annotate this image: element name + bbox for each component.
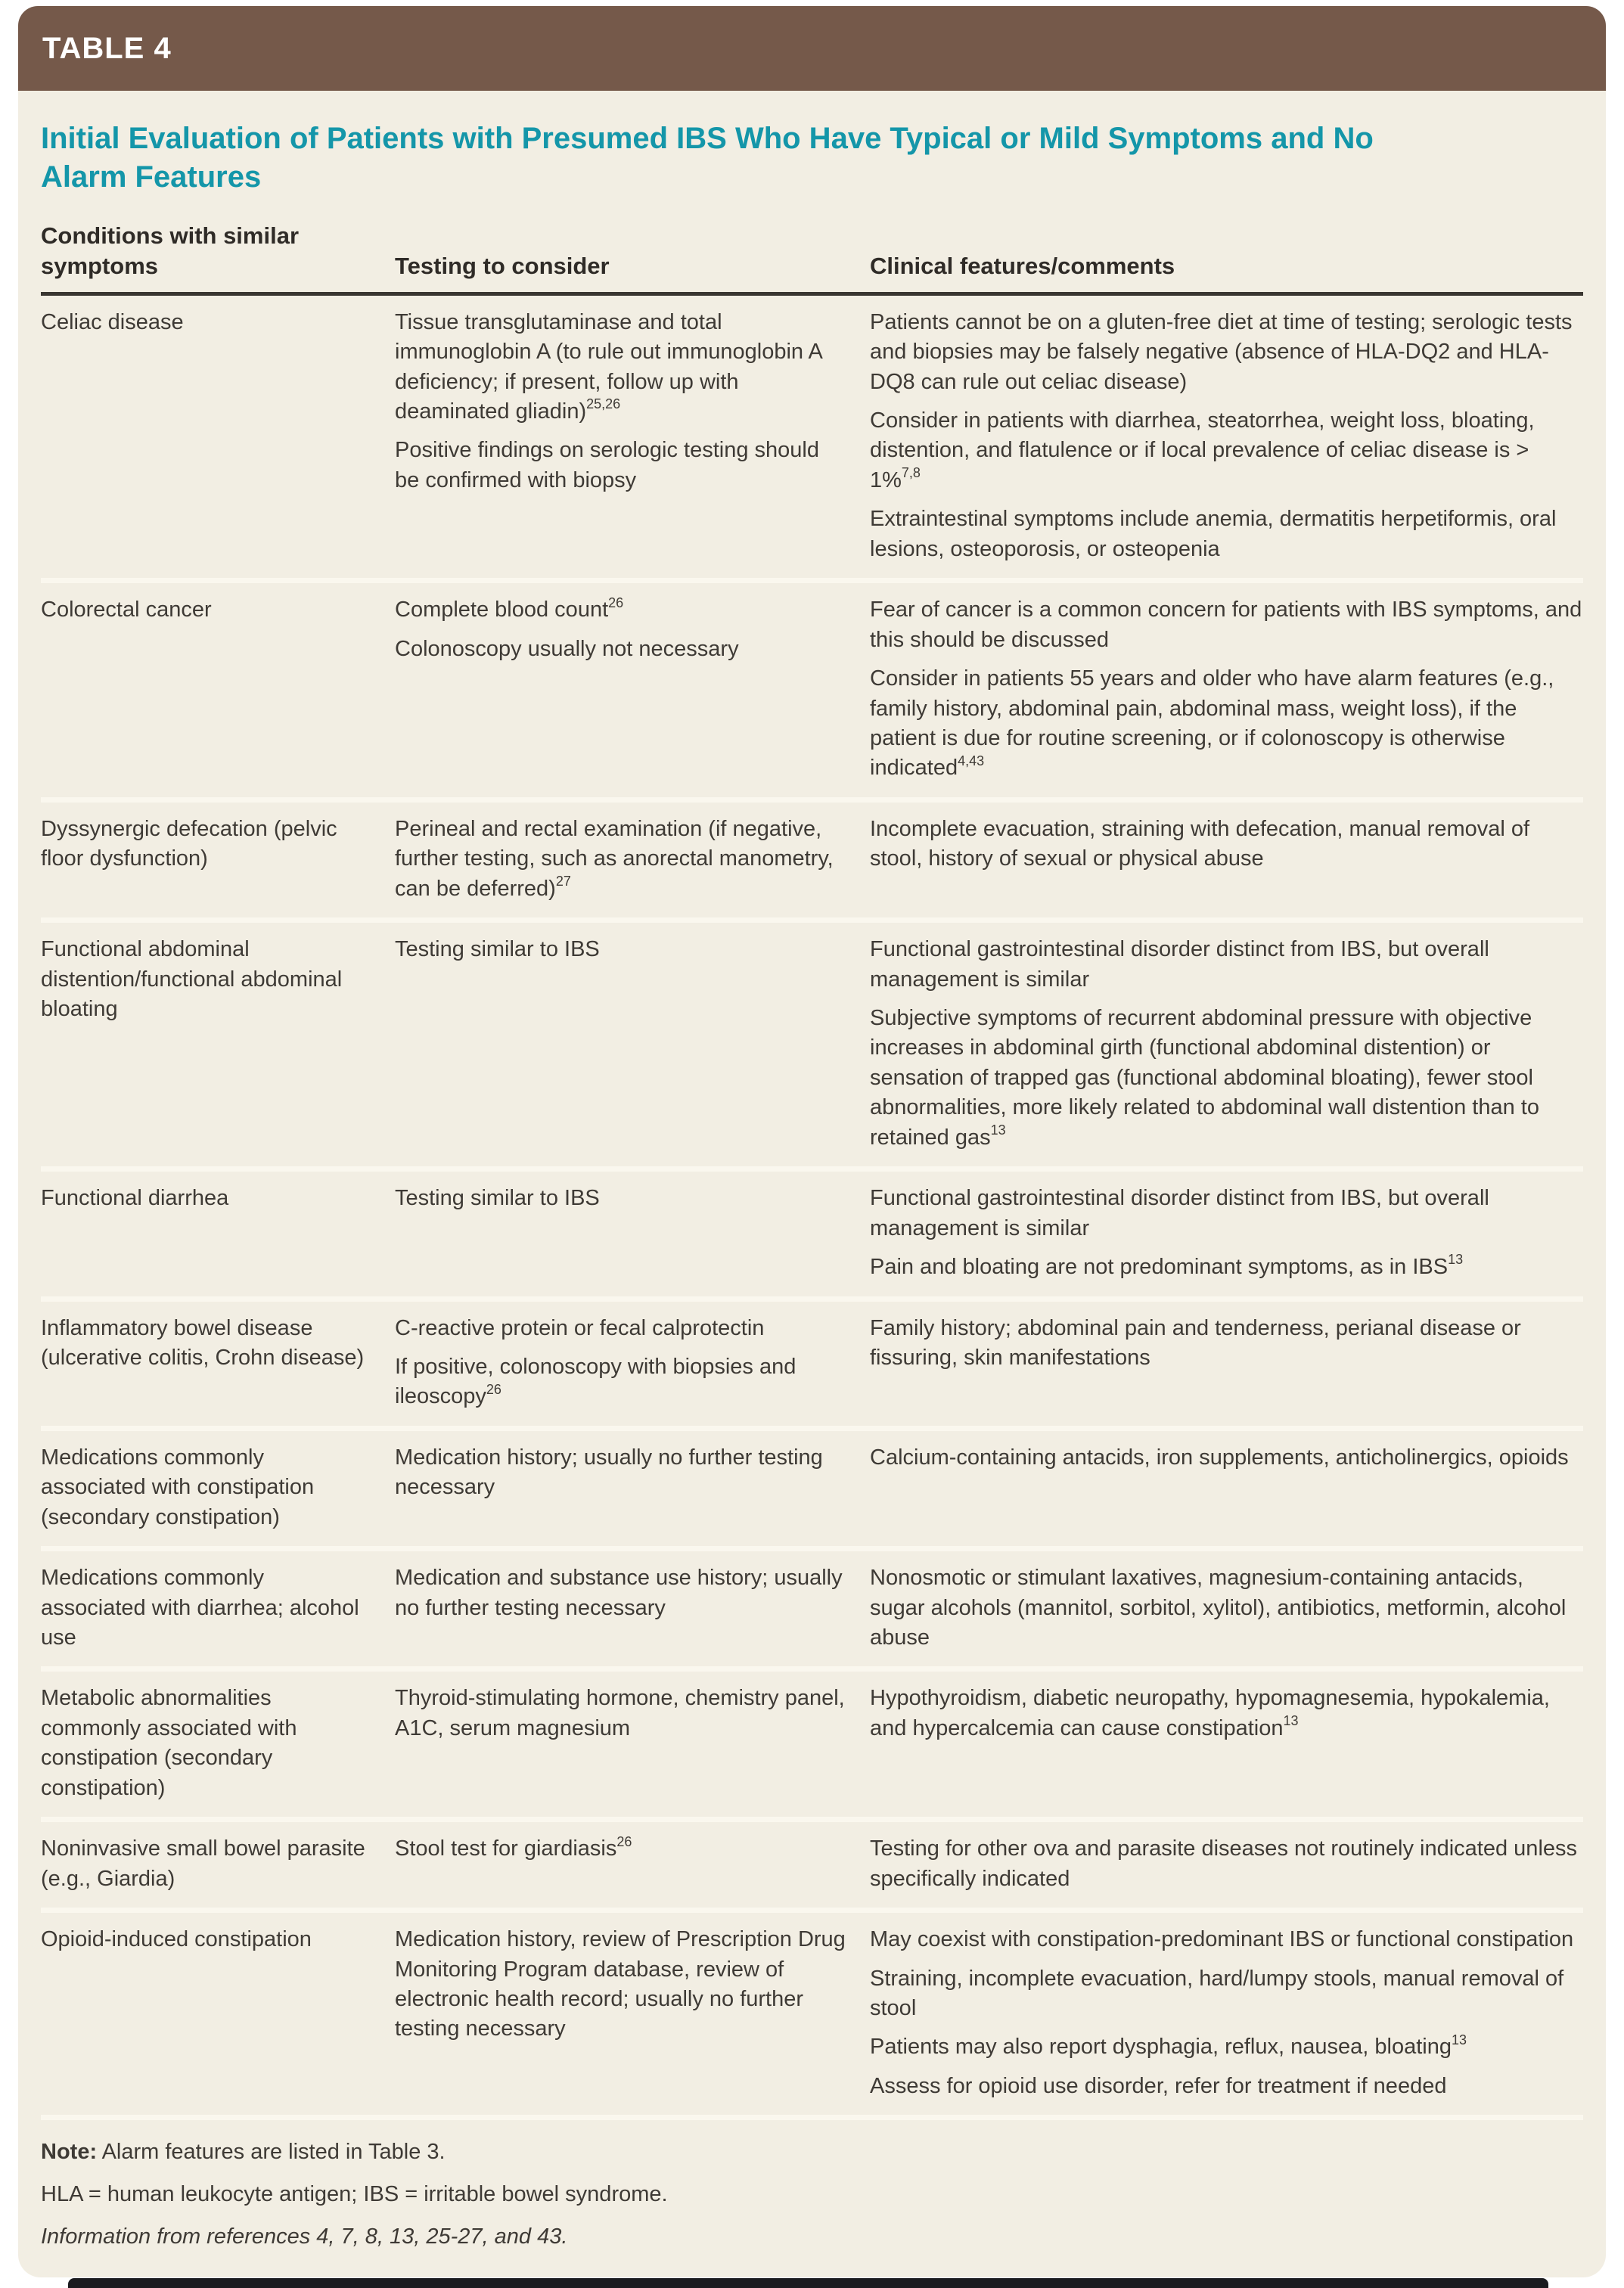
cell-paragraph: Tissue transglutaminase and total immunoglobin A (to rule out immunoglobin A deficiency; if present, follow up with deaminated gliadin)$^{25,26}$ — [395, 309, 822, 424]
table-row — [41, 917, 1583, 1166]
table-row — [41, 578, 1583, 797]
cell-paragraph: Patients cannot be on a gluten-free diet at time of testing; serologic tests and biopsies may be falsely negative (absence of HLA-DQ2 and HLA-DQ8 can rule out celiac disease) — [870, 309, 1573, 394]
table-card — [18, 6, 1606, 2277]
cell-testing — [395, 1563, 849, 1653]
cell-clinical — [870, 1314, 1583, 1412]
table-number: TABLE 4 — [42, 31, 172, 65]
footnote-note — [41, 2138, 1583, 2167]
cell-condition — [41, 1834, 374, 1894]
cell-clinical — [870, 1443, 1583, 1532]
cell-paragraph: Functional abdominal distention/functional abdominal bloating — [41, 937, 343, 1022]
cell-paragraph: Subjective symptoms of recurrent abdominal pressure with objective increases in abdominal girth (functional abdominal distention) or sensation of trapped gas (functional abdominal bloating), fewer stool abnormalities, more likely related to abdominal wall distention than to retained gas$^{13}$ — [870, 1006, 1539, 1150]
cell-condition — [41, 1314, 374, 1412]
cell-testing — [395, 815, 849, 904]
cell-paragraph: Extraintestinal symptoms include anemia, dermatitis herpetiformis, oral lesions, osteoporosis, or osteopenia — [870, 507, 1557, 561]
reference-superscript: 7,8 — [901, 465, 921, 481]
reference-superscript: 4,43 — [958, 753, 985, 768]
cell-condition — [41, 595, 374, 784]
reference-superscript: 26 — [608, 595, 624, 610]
cell-paragraph: Calcium-containing antacids, iron supplements, anticholinergics, opioids — [870, 1445, 1569, 1470]
cell-paragraph: Complete blood count$^{26}$ — [395, 595, 624, 622]
cell-paragraph: Medication history, review of Prescription Drug Monitoring Program database, review of electronic health record; usually no further testing necessary — [395, 1927, 846, 2041]
cell-paragraph: Functional diarrhea — [41, 1186, 229, 1211]
table-row — [41, 1296, 1583, 1426]
next-section-top-bar — [68, 2278, 1548, 2288]
cell-paragraph: Pain and bloating are not predominant symptoms, as in IBS$^{13}$ — [870, 1252, 1464, 1280]
reference-superscript: 25,26 — [586, 396, 621, 412]
cell-paragraph: If positive, colonoscopy with biopsies and ileoscopy$^{26}$ — [395, 1354, 796, 1409]
reference-superscript: 26 — [616, 1833, 632, 1849]
cell-paragraph: Hypothyroidism, diabetic neuropathy, hypomagnesemia, hypokalemia, and hypercalcemia can cause constipation$^{13}$ — [870, 1686, 1550, 1740]
cell-clinical — [870, 815, 1583, 904]
cell-testing — [395, 1314, 849, 1412]
cell-condition — [41, 1563, 374, 1653]
cell-paragraph: Medication history; usually no further testing necessary — [395, 1445, 823, 1500]
reference-superscript: 26 — [486, 1381, 501, 1397]
cell-paragraph: Stool test for giardiasis$^{26}$ — [395, 1833, 632, 1861]
cell-clinical — [870, 1563, 1583, 1653]
column-header-testing: Testing to consider — [395, 253, 610, 280]
cell-paragraph: Testing similar to IBS — [395, 937, 600, 962]
cell-paragraph: Medications commonly associated with diarrhea; alcohol use — [41, 1566, 359, 1650]
cell-paragraph: Nonosmotic or stimulant laxatives, magnesium-containing antacids, sugar alcohols (mannitol, sorbitol, xylitol), antibiotics, metformin, alcohol abuse — [870, 1566, 1567, 1650]
reference-superscript: 27 — [555, 874, 571, 889]
cell-paragraph: Opioid-induced constipation — [41, 1927, 312, 1952]
cell-testing — [395, 1684, 849, 1803]
cell-paragraph: Colonoscopy usually not necessary — [395, 636, 739, 661]
footnote-source: Information from references 4, 7, 8, 13, 25-27, and 43. — [41, 2224, 568, 2249]
cell-clinical — [870, 1684, 1583, 1803]
column-header-clinical: Clinical features/comments — [870, 253, 1175, 280]
table-row — [41, 1908, 1583, 2115]
cell-paragraph: Fear of cancer is a common concern for patients with IBS symptoms, and this should be discussed — [870, 598, 1582, 652]
table-row — [41, 1817, 1583, 1908]
table-title: Initial Evaluation of Patients with Presumed IBS Who Have Typical or Mild Symptoms and No Alarm Features — [41, 122, 1374, 194]
cell-clinical — [870, 1834, 1583, 1894]
table-row — [41, 1666, 1583, 1817]
cell-paragraph: Medications commonly associated with constipation (secondary constipation) — [41, 1445, 315, 1529]
cell-paragraph: C-reactive protein or fecal calprotectin — [395, 1315, 765, 1340]
cell-condition — [41, 1925, 374, 2101]
cell-condition — [41, 308, 374, 565]
cell-paragraph: Assess for opioid use disorder, refer for treatment if needed — [870, 2073, 1447, 2098]
note-label: Note: — [41, 2140, 98, 2165]
reference-superscript: 13 — [990, 1122, 1006, 1138]
cell-condition — [41, 935, 374, 1153]
footnotes — [41, 2115, 1583, 2251]
cell-paragraph: Functional gastrointestinal disorder distinct from IBS, but overall management is similar — [870, 937, 1489, 992]
cell-paragraph: Family history; abdominal pain and tenderness, perianal disease or fissuring, skin manifestations — [870, 1315, 1521, 1370]
cell-paragraph: Celiac disease — [41, 309, 184, 334]
cell-paragraph: Consider in patients 55 years and older who have alarm features (e.g., family history, abdominal pain, abdominal mass, weight loss), if the patient is due for routine screening, or if colonoscopy is otherwise indicated$^{4,43}$ — [870, 666, 1554, 781]
cell-paragraph: Testing for other ova and parasite diseases not routinely indicated unless specifically indicated — [870, 1836, 1578, 1891]
cell-paragraph: Thyroid-stimulating hormone, chemistry panel, A1C, serum magnesium — [395, 1686, 845, 1740]
footnote-abbreviations: HLA = human leukocyte antigen; IBS = irritable bowel syndrome. — [41, 2181, 668, 2206]
cell-paragraph: Perineal and rectal examination (if negative, further testing, such as anorectal manometry, can be deferred)$^{27}$ — [395, 816, 834, 901]
table-rows — [41, 296, 1583, 2116]
cell-clinical — [870, 1184, 1583, 1282]
cell-paragraph: Incomplete evacuation, straining with defecation, manual removal of stool, history of sexual or physical abuse — [870, 816, 1530, 871]
cell-paragraph: Patients may also report dysphagia, reflux, nausea, bloating$^{13}$ — [870, 2032, 1467, 2060]
cell-condition — [41, 815, 374, 904]
reference-superscript: 13 — [1448, 1252, 1464, 1268]
cell-paragraph: Straining, incomplete evacuation, hard/lumpy stools, manual removal of stool — [870, 1966, 1564, 2020]
cell-testing — [395, 935, 849, 1153]
cell-testing — [395, 308, 849, 565]
cell-paragraph: Medication and substance use history; usually no further testing necessary — [395, 1566, 843, 1620]
cell-testing — [395, 1834, 849, 1894]
table-body — [18, 91, 1606, 2277]
cell-paragraph: Consider in patients with diarrhea, steatorrhea, weight loss, bloating, distention, and flatulence or if local prevalence of celiac disease is > 1%$^{7,8}$ — [870, 408, 1535, 492]
cell-condition — [41, 1443, 374, 1532]
cell-clinical — [870, 595, 1583, 784]
column-headers — [41, 201, 1583, 295]
cell-testing — [395, 1443, 849, 1532]
cell-paragraph: Colorectal cancer — [41, 598, 212, 622]
cell-condition — [41, 1684, 374, 1803]
cell-paragraph: Dyssynergic defecation (pelvic floor dysfunction) — [41, 816, 337, 871]
table-row — [41, 296, 1583, 579]
reference-superscript: 13 — [1451, 2032, 1467, 2047]
cell-paragraph: Inflammatory bowel disease (ulcerative colitis, Crohn disease) — [41, 1315, 365, 1370]
column-header-conditions: Conditions with similar symptoms — [41, 222, 300, 280]
cell-paragraph: Metabolic abnormalities commonly associated with constipation (secondary constipation) — [41, 1686, 297, 1800]
table-header-bar — [18, 6, 1606, 91]
cell-testing — [395, 1925, 849, 2101]
cell-paragraph: Testing similar to IBS — [395, 1186, 600, 1211]
cell-clinical — [870, 308, 1583, 565]
cell-paragraph: Functional gastrointestinal disorder distinct from IBS, but overall management is similar — [870, 1186, 1489, 1240]
cell-testing — [395, 595, 849, 784]
cell-clinical — [870, 935, 1583, 1153]
table-row — [41, 1166, 1583, 1296]
cell-testing — [395, 1184, 849, 1282]
cell-clinical — [870, 1925, 1583, 2101]
table-row — [41, 1426, 1583, 1546]
note-text: Alarm features are listed in Table 3. — [97, 2140, 446, 2165]
reference-superscript: 13 — [1283, 1713, 1299, 1729]
cell-paragraph: May coexist with constipation-predominant IBS or functional constipation — [870, 1927, 1574, 1952]
cell-condition — [41, 1184, 374, 1282]
cell-paragraph: Positive findings on serologic testing should be confirmed with biopsy — [395, 438, 819, 492]
table-row — [41, 797, 1583, 917]
cell-paragraph: Noninvasive small bowel parasite (e.g., Giardia) — [41, 1836, 365, 1891]
table-row — [41, 1546, 1583, 1666]
